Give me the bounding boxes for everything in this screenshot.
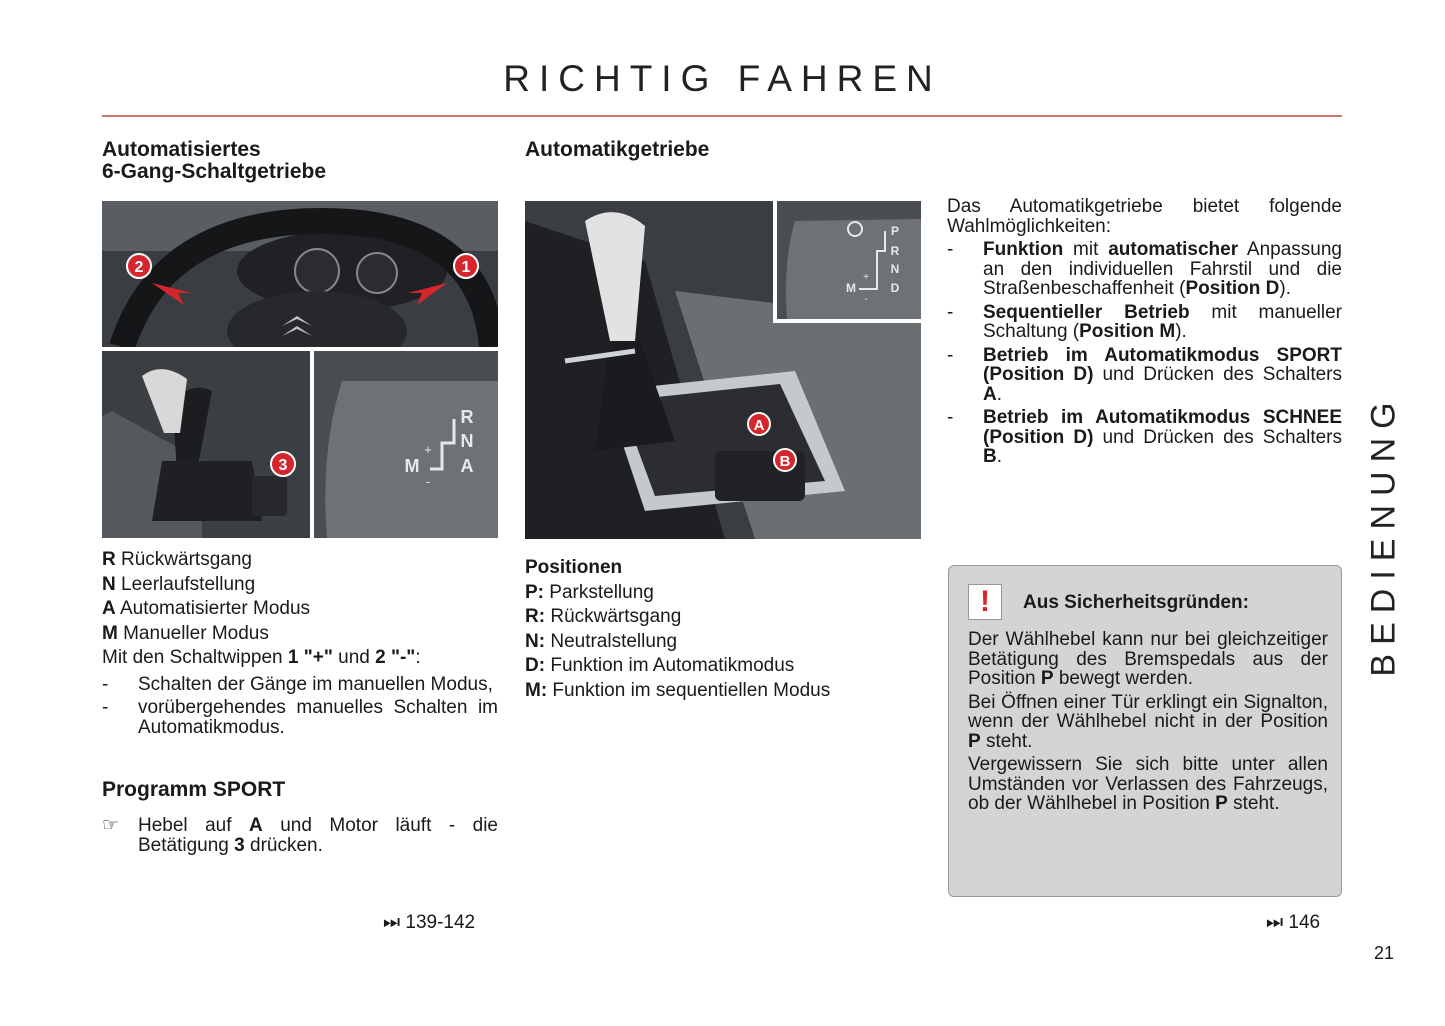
gate-N: N — [460, 431, 474, 451]
warning-title: Aus Sicherheitsgründen: — [1023, 592, 1249, 613]
callout-B: B — [779, 453, 791, 470]
list-item: P: Parkstellung — [525, 581, 654, 603]
manual-gearbox-illustration — [102, 201, 498, 538]
gate-D: D — [890, 281, 900, 295]
left-heading — [102, 139, 326, 183]
sport-instruction: ☞ Hebel auf A und Motor läuft - die Betätigung 3 drücken. — [102, 815, 498, 856]
left-legend — [102, 548, 498, 737]
middle-heading: Automatikgetriebe — [525, 138, 710, 161]
left-heading-line1: Automatisiertes — [102, 138, 261, 161]
gate-R: R — [890, 244, 900, 258]
page-reference-right[interactable]: ⏭ 146 — [1266, 912, 1321, 933]
page-header-title: RICHTIG FAHREN — [503, 58, 942, 99]
list-item: - vorübergehendes manuelles Schalten im Automatikmodus. — [102, 697, 498, 738]
page-reference-left[interactable]: ⏭ 139-142 — [383, 912, 476, 933]
positions-list — [525, 556, 921, 703]
section-side-label: BEDIENUNG — [1364, 393, 1403, 677]
gate-plus: + — [424, 442, 432, 457]
list-item: - Betrieb im Automatikmodus SPORT (Position D) und Drücken des Schalters A. — [947, 344, 1342, 405]
intro-text: Das Automatikgetriebe bietet folgende Wahlmöglichkeiten: — [947, 196, 1342, 237]
page-number: 21 — [1374, 943, 1395, 963]
gate-minus: - — [864, 294, 868, 305]
gate-R: R — [460, 407, 474, 427]
positions-heading: Positionen — [525, 557, 623, 578]
list-item: - Funktion mit automatischer Anpassung an den individuellen Fahrstil und die Straßenbeschaffenheit (Position D). — [947, 239, 1342, 299]
gate-plus: + — [863, 272, 869, 283]
skip-forward-icon: ⏭ — [383, 912, 401, 933]
gate-M: M — [404, 456, 420, 476]
list-item: D: Funktion im Automatikmodus — [525, 655, 795, 676]
legend-row: N Leerlaufstellung — [102, 573, 256, 595]
automatic-gearbox-illustration — [525, 201, 921, 539]
callout-2: 2 — [134, 259, 144, 276]
legend-row: A Automatisierter Modus — [102, 598, 311, 619]
warning-paragraph: Vergewissern Sie sich bitte unter allen Umständen vor Verlassen des Fahrzeugs, ob der Wählhebel in Position P steht. — [968, 754, 1328, 814]
hand-pointer-icon: ☞ — [102, 815, 120, 836]
gate-P: P — [890, 224, 900, 238]
list-item: - Betrieb im Automatikmodus SCHNEE (Position D) und Drücken des Schalters B. — [947, 407, 1342, 467]
legend-row: R Rückwärtsgang — [102, 549, 252, 570]
legend-row: M Manueller Modus — [102, 622, 269, 644]
callout-A: A — [753, 417, 765, 434]
list-item: R: Rückwärtsgang — [525, 606, 682, 627]
warning-paragraph: Bei Öffnen einer Tür erklingt ein Signalton, wenn der Wählhebel nicht in der Position P steht. — [968, 691, 1328, 752]
callout-3: 3 — [278, 457, 288, 474]
paddles-intro: Mit den Schaltwippen 1 "+" und 2 "-": — [102, 647, 421, 668]
list-item: M: Funktion im sequentiellen Modus — [525, 679, 831, 701]
left-heading-line2: 6-Gang-Schaltgetriebe — [102, 160, 327, 183]
warning-body — [968, 630, 1328, 818]
warning-icon: ! — [968, 584, 1002, 620]
gate-minus: - — [425, 474, 431, 489]
gate-M: M — [846, 281, 856, 295]
header-rule — [102, 115, 1342, 117]
gate-A: A — [460, 456, 474, 476]
safety-warning-box — [948, 565, 1342, 897]
list-item: N: Neutralstellung — [525, 630, 678, 652]
warning-paragraph: Der Wählhebel kann nur bei gleichzeitiger Betätigung des Bremspedals aus der Position P bewegt werden. — [968, 629, 1328, 689]
gate-N: N — [890, 262, 900, 276]
callout-1: 1 — [461, 259, 471, 276]
options-list — [947, 197, 1342, 467]
list-item: - Schalten der Gänge im manuellen Modus, — [102, 673, 493, 695]
list-item: - Sequentieller Betrieb mit manueller Schaltung (Position M). — [947, 301, 1342, 342]
section-side-tab — [1352, 380, 1416, 690]
skip-forward-icon: ⏭ — [1266, 912, 1284, 933]
sport-heading: Programm SPORT — [102, 778, 286, 801]
